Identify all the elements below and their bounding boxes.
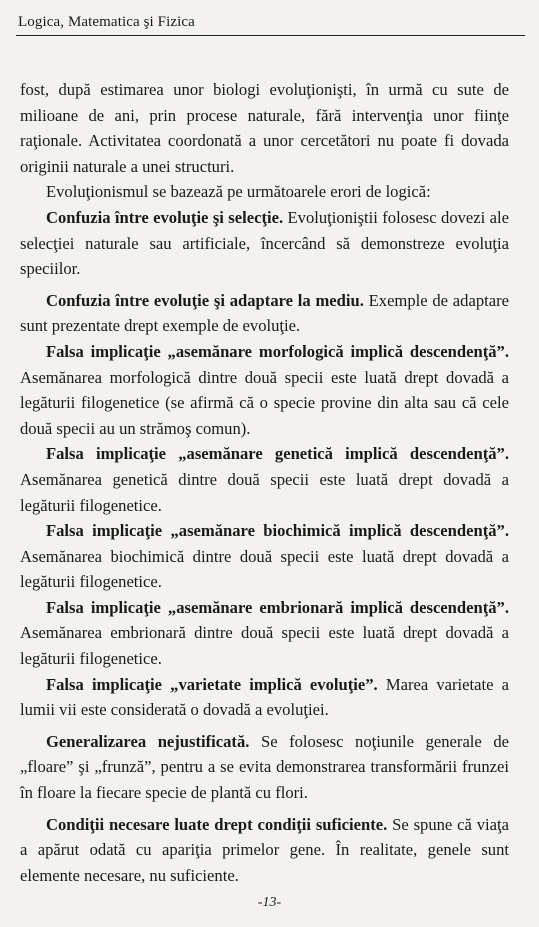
text-embryonic: Asemănarea embrionară dintre două specii este luată drept dovadă a legăturii filogenetice. (20, 623, 509, 669)
paragraph-evolution-adaptation (20, 288, 509, 339)
text-generalization: Se folosesc noţiunile generale de „floare” şi „frunză”, pentru a se evita demonstrarea transformării frunzei în floare la fiecare specie de plantă cu flori. (20, 731, 509, 803)
page-number: -13- (257, 895, 282, 910)
paragraph-generalization (20, 729, 509, 806)
paragraph-continuation: fost, după estimarea unor biologi evoluţionişti, în urmă cu sute de milioane de ani, prin procese naturale, fără intervenţia unor fiinţe raţionale. Activitatea coordonată a unor cercetători nu poate fi dovada originii naturale a unei structuri. (20, 80, 509, 176)
header-rule (16, 35, 525, 36)
heading-morphological: Falsa implicaţie „asemănare morfologică implică descendenţă”. (46, 341, 509, 361)
heading-generalization: Generalizarea nejustificată. (46, 731, 250, 751)
text-variety: Marea varietate a lumii vii este considerată o dovadă a evoluţiei. (20, 674, 509, 720)
paragraph-necessary-conditions (20, 812, 509, 889)
heading-genetic: Falsa implicaţie „asemănare genetică implică descendenţă”. (46, 444, 509, 464)
heading-embryonic: Falsa implicaţie „asemănare embrionară implică descendenţă”. (46, 597, 509, 617)
paragraph-genetic (20, 441, 509, 518)
text-evolution-selection: Evoluţioniştii folosesc dovezi ale selecţiei naturale sau artificiale, încercând să demonstreze evoluţia speciilor. (20, 207, 509, 279)
running-title: Logica, Matematica şi Fizica (18, 14, 195, 30)
heading-necessary-conditions: Condiţii necesare luate drept condiţii suficiente. (46, 814, 388, 834)
paragraph-morphological (20, 339, 509, 441)
paragraph-intro: Evoluţionismul se bazează pe următoarele erori de logică: (46, 182, 431, 202)
paragraph-biochemical (20, 518, 509, 595)
heading-variety: Falsa implicaţie „varietate implică evoluţie”. (46, 674, 378, 694)
heading-evolution-selection: Confuzia între evoluţie şi selecţie. (46, 207, 284, 227)
text-necessary-conditions: Se spune că viaţa a apărut odată cu apariţia primelor gene. În realitate, genele sunt elemente necesare, nu suficiente. (20, 814, 509, 885)
heading-evolution-adaptation: Confuzia între evoluţie şi adaptare la mediu. (46, 290, 364, 310)
paragraph-embryonic (20, 595, 509, 672)
text-genetic: Asemănarea genetică dintre două specii este luată drept dovadă a legăturii filogenetice. (20, 469, 509, 515)
paragraph-variety (20, 672, 509, 723)
heading-biochemical: Falsa implicaţie „asemănare biochimică implică descendenţă”. (46, 521, 509, 541)
paragraph-evolution-selection (20, 205, 509, 282)
page-body (20, 77, 509, 888)
text-biochemical: Asemănarea biochimică dintre două specii este luată drept dovadă a legăturii filogenetice. (20, 546, 509, 592)
text-evolution-adaptation: Exemple de adaptare sunt prezentate drept exemple de evoluţie. (20, 290, 509, 336)
text-morphological: Asemănarea morfologică dintre două specii este luată drept dovadă a legăturii filogenetice (se afirmă că o specie provine din alta sau că cele două specii au un strămoş comun). (20, 367, 509, 438)
